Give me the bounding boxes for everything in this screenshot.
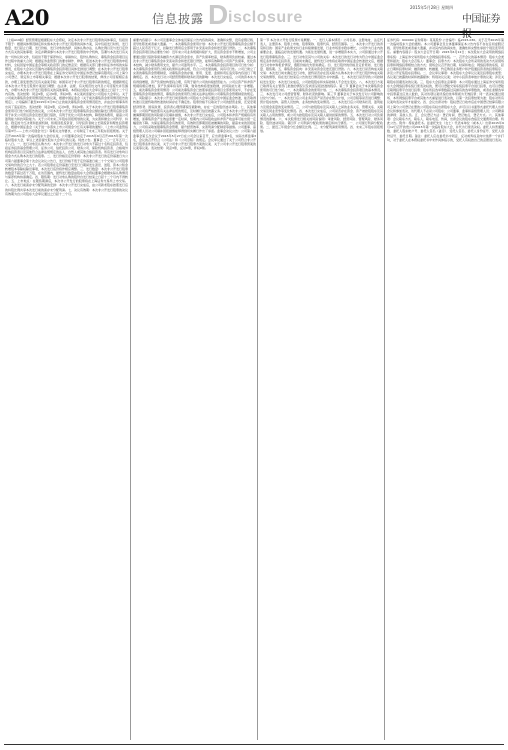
column-2	[133, 38, 256, 740]
footer-rule	[4, 744, 504, 745]
masthead-rule-thin	[4, 34, 504, 35]
page-number: A20	[5, 5, 50, 30]
column-text: 重要内容提示：本公司及董事会全体成员保证公告内容的真实、准确和完整，没有虚假记载、误导性陈述或者重大遗漏。一、本次募集资金使用计划：本次非公开发行股票募集资金总额不超过人民币若干亿元，扣除发行费用后全部用于补充流动资金和偿还银行贷款。二、本次募集资金投资项目的必要性分析：近年来公司业务规模持续扩大，营运资金需求不断增加，公司主要通过银行借款等债务融资方式满足资金需求，资产负债率较高，财务费用负担较重。通过本次非公开发行募集资金补充流动资金和偿还银行贷款，能够有效降低公司资产负债率，优化资本结构，减少财务费用支出，提升公司盈利水平。三、本次募集资金投资项目的可行性分析：本次募集资金使用符合相关政策和法律法规，符合公司发展战略，具有可行性。公司已建立了完善的募集资金管理制度，对募集资金的存储、使用、变更、监督和责任追究等内容进行了明确规定。四、本次发行对公司经营管理和财务状况的影响：本次发行完成后，公司的资本实力将得到增强，资产负债结构更趋合理，有利于提升公司的持续经营能力。公司总资产和净资产规模将相应增加，资产负债率将有所下降，财务结构将更加稳健，抗风险能力进一步增强。五、前次募集资金使用情况：公司前次募集资金已按照承诺投资项目全部使用完毕，不存在变更募集资金用途的情况，募集资金的使用符合相关法律法规和公司募集资金管理制度的规定。六、风险提示：本次非公开发行尚需取得公司股东大会审议通过及中国证监会核准，能否取得核准以及最终取得核准的时间存在不确定性。股票价格不仅取决于公司的经营业绩，还受宏观经济形势、国家政策、投资者心理预期等因素影响，存在一定的股价波动风险。七、其他事项：公司将严格按照有关法律法规的规定，及时履行信息披露义务。关于本次非公开发行股票摊薄即期回报的风险提示及填补措施，本次非公开发行完成后，公司股本和净资产规模将有所增加，而募集资金产生效益需要一定时间，短期内公司每股收益和净资产收益率可能出现一定幅度的下降。为保证募集资金有效使用，有效防范即期回报被摊薄的风险，提高未来的回报能力，公司将采取加强募集资金管理、提升经营效率、完善利润分配制度等措施。公司董事、高级管理人员对公司填补回报措施能够得到切实履行作出了承诺。监事会决议公告：公司第六届监事会第五次会议于2015年5月27日在公司会议室召开，应出席监事3名，实际出席监事3名，会议的召开符合《公司法》和《公司章程》的规定。会议审议通过了关于公司符合非公开发行股票条件的议案、关于公司非公开发行股票方案的议案、关于公司非公开发行股票预案的议案等议案。表决结果：同意3票，反对0票，弃权0票。	[133, 38, 256, 151]
column-4	[387, 38, 504, 740]
section-title: 信息披露	[152, 12, 205, 26]
masthead-rule	[4, 31, 504, 33]
section-english-title: isclosure	[228, 9, 303, 26]
column-text: （上接A19版）经营管理层根据股东大会授权，决定本次非公开发行股票的具体事宜，包括但不限于：根据具体情况制定和实施本次非公开发行股票的具体方案，其中包括发行时机、发行数量、发行起止日期、发行价格、发行对象的选择、具体认购办法、认购比例以及与发行定价方式有关的其他事项；决定并聘请参与本次非公开发行股票的中介机构，签署与本次发行有关的一切协议和文件，包括但不限于保荐协议、承销协议、股份认购协议、募集资金投资项目运作过程中的重大合同；根据证券监管部门的要求制作、修改、报送本次非公开发行股票的申报材料，全权回复中国证监会等相关政府部门的反馈意见；根据有关部门要求和证券市场的实际情况，在股东大会决议范围内对募集资金投资项目具体安排进行调整；在本次非公开发行股票完成后，办理本次非公开发行股票在上海证券交易所及中国证券登记结算有限责任公司上海分公司登记、锁定和上市等相关事宜；根据本次非公开发行股票的结果，修改公司章程相应条款，办理工商变更登记及有关备案手续；如国家对于非公开发行股票有新的规定，根据新规定对本次非公开发行股票方案进行调整；在法律、法规、有关规范性文件及公司章程允许范围内，办理与本次非公开发行股票有关的其他事项。本授权自股东大会审议通过之日起十二个月内有效。表决结果：同意9票，反对0票，弃权0票。本议案尚需提交公司股东大会审议。关于公司前次募集资金使用情况报告的议案，根据中国证监会《关于前次募集资金使用情况报告的规定》，公司编制了截至2015年3月31日止的前次募集资金使用情况报告，并由会计师事务所出具了鉴证报告。表决结果：同意9票，反对0票，弃权0票。关于本次非公开发行股票募集资金使用可行性分析报告的议案，公司本次非公开发行股票募集资金总额扣除发行费用后拟全部用于补充公司营运资金及偿还银行借款，有利于优化公司资本结构，降低财务费用，提高公司盈利能力和抗风险能力。关于公司未来三年股东回报规划的议案，为完善和健全公司科学、持续、稳定的分红决策和监督机制，积极回报投资者，引导投资者树立长期投资和理性投资理念，根据中国证监会《关于进一步落实上市公司现金分红有关事项的通知》、《上市公司监管指引第3号——上市公司现金分红》等相关文件要求，公司制定了未来三年股东回报规划。关于召开2015年第一次临时股东大会的议案，公司董事会决定于2015年6月召开2015年第一次临时股东大会，审议上述需提交股东大会审议的议案。特此公告。董事会 二〇一五年五月二十八日。一、发行对象及认购方式：本次非公开发行的发行对象为不超过十名特定投资者，包括证券投资基金管理公司、证券公司、信托投资公司、财务公司、保险机构投资者、合格境外机构投资者以及其他符合法律法规规定的法人、自然人或其他合格投资者。所有发行对象均以现金方式认购本次发行的股票。二、发行价格及定价原则：本次非公开发行的定价基准日为公司第六届董事会第十次会议决议公告日，发行价格不低于定价基准日前二十个交易日公司股票交易均价的百分之九十。若公司股票在定价基准日至发行日期间发生派息、送股、资本公积金转增股本等除权除息事项，本次发行底价将作相应调整。三、发行数量：本次非公开发行股票的数量不超过若干万股，在该范围内，最终发行数量由股东大会授权董事会根据实际认购情况与保荐机构协商确定。四、限售期：发行对象认购的股份自发行结束之日起十二个月内不得转让。五、上市地点：在限售期满后，本次非公开发行的股票将在上海证券交易所上市交易。六、本次发行前滚存未分配利润的安排：本次非公开发行完成后，由公司新老股东按照发行后的持股比例共享本次发行前的滚存未分配利润。七、决议有效期：本次非公开发行股票的决议有效期为自公司股东大会审议通过之日起十二个月。	[5, 38, 128, 196]
column-1	[5, 38, 128, 740]
column-divider	[384, 38, 385, 740]
section-big-letter: D	[208, 0, 229, 30]
masthead	[0, 0, 508, 34]
column-text: 证券代码：600000 证券简称：某某股份 公告编号：临2015-030。关于召开2015年第一次临时股东大会的通知。本公司董事会及全体董事保证本公告内容不存在任何虚假记载、误导性陈述或者重大遗漏，并对其内容的真实性、准确性和完整性承担个别及连带责任。重要内容提示：股东大会召开日期：2015年6月12日；本次股东大会采用的网络投票系统：上海证券交易所股东大会网络投票系统。一、召开会议的基本情况：股东大会类型和届次；股东大会召集人：董事会；投票方式：本次股东大会所采用的表决方式是现场投票和网络投票相结合的方式；现场会议召开的日期、时间和地点；网络投票的系统、起止日期和投票时间；融资融券、转融通、约定购回业务账户和沪股通投资者的投票程序；涉及公开征集股东投票权。二、会议审议事项：本次股东大会审议议案及投票股东类型；各议案已披露的时间和披露媒体；特别决议议案；对中小投资者单独计票的议案；涉及关联股东回避表决的议案。三、股东大会投票注意事项：本公司股东通过上海证券交易所股东大会网络投票系统行使表决权的，既可以登陆交易系统投票平台进行投票，也可以登陆互联网投票平台进行投票；股东所投选举票数超过其拥有的选举票数的，或者在差额选举中投票超过应选人数的，其对该项议案所投的选举票视为无效投票；同一表决权通过现场、本所网络投票平台或其他方式重复进行表决的，以第一次投票结果为准；股东对所有议案均表决完毕才能提交。四、会议出席对象：股权登记日收市后在中国登记结算有限公司上海分公司登记在册的公司股东有权出席股东大会，并可以以书面形式委托代理人出席会议和参加表决，该代理人不必是公司股东；公司董事、监事和高级管理人员；公司聘请的律师；其他人员。五、会议登记方法：登记时间、登记地点、登记方式。六、其他事项：会议联系方式、联系人、联系电话、传真，出席会议的股东食宿及交通费用自理。特此公告。附件：授权委托书。兹委托先生（女士）代表本单位（或本人）出席2015年6月12日召开的贵公司2015年第一次临时股东大会，并代为行使表决权。委托人持普通股数、委托人股东帐户号、委托人签名（盖章）、受托人签名、委托人身份证号、受托人身份证号、委托日期。备注：委托人应在委托书中同意、反对或弃权意向中选择一个并打勾，对于委托人在本授权委托书中未作具体指示的，受托人有权按自己的意愿进行表决。	[387, 38, 504, 142]
column-text: 第一节 本次非公开发行股票方案概要。一、发行人基本情况：公司名称、注册地址、法定代表人、注册资本、股票上市地、股票简称、股票代码、经营范围等。二、本次非公开发行的背景和目的：国家产业政策支持行业持续健康发展，行业市场需求稳步增长，公司作为行业内的重要企业，面临良好的发展机遇。为抓住发展机遇，进一步增强资本实力，公司拟通过非公开发行股票募集资金。三、发行对象及其与公司的关系：本次发行的发行对象为符合中国证监会规定条件的特定投资者，目前尚未确定，最终发行对象将在取得中国证监会核准批文后，根据发行对象申购报价情况，遵照价格优先原则确定。四、发行股份的价格及定价原则、发行数量、限售期。五、募集资金投向：补充流动资金及偿还银行贷款。六、本次发行是否构成关联交易：本次发行尚未确定发行对象，最终是否存在因关联方认购本次非公开发行股份构成关联交易的情形，将在发行结束后公告的发行情况报告书中披露。七、本次发行是否导致公司控制权发生变化：本次发行完成后，公司控股股东和实际控制人不会发生变化。八、本次发行方案已取得有关主管部门批准的情况以及尚需呈报批准的程序。第二节 董事会关于本次募集资金使用的可行性分析。一、本次募集资金的使用计划。二、本次募集资金投资项目的基本情况。三、本次发行对公司经营管理、财务状况的影响。第三节 董事会关于本次发行对公司影响的讨论与分析。一、本次发行后公司业务及资产是否存在整合计划，公司章程等是否进行调整；预计股东结构、高管人员结构、业务结构的变动情况。二、本次发行后公司财务状况、盈利能力及现金流量的变动情况。三、公司与控股股东及其关联人之间的业务关系、管理关系、关联交易及同业竞争等变化情况。四、本次发行完成后，公司是否存在资金、资产被控股股东及其关联人占用的情形，或公司为控股股东及其关联人提供担保的情形。五、本次发行对公司负债情况的影响。六、本次股票发行相关的风险说明：审批风险、经营风险、管理风险、财务风险、股价波动风险。第四节 公司利润分配政策的制定和执行情况。一、公司现行利润分配政策。二、最近三年现金分红金额及比例。三、未分配利润使用情况。四、未来三年股东回报规划。	[260, 38, 383, 134]
dateline: 2015年5月28日 星期四	[410, 5, 454, 10]
newspaper-logo: 中国证券	[462, 14, 500, 25]
column-divider	[130, 38, 131, 740]
column-3	[260, 38, 383, 740]
column-divider	[257, 38, 258, 740]
